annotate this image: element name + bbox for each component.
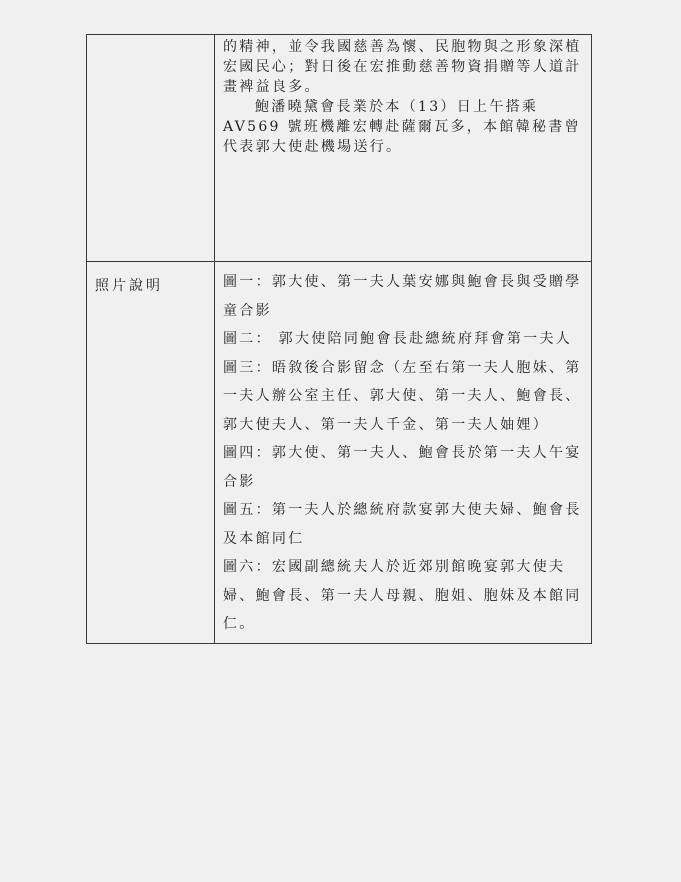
caption-figure-6: 圖六：宏國副總統夫人於近郊別館晚宴郭大使夫婦、鮑會長、第一夫人母親、胞姐、胞妹及本館同仁。 bbox=[223, 559, 582, 632]
caption-figure-1: 圖一：郭大使、第一夫人葉安娜與鮑會長與受贈學童合影 bbox=[223, 274, 582, 319]
caption-list bbox=[215, 262, 591, 643]
photo-label-cell bbox=[87, 262, 215, 644]
caption-figure-2: 圖二： 郭大使陪同鮑會長赴總統府拜會第一夫人 bbox=[223, 331, 573, 347]
caption-figure-5: 圖五：第一夫人於總統府款宴郭大使夫婦、鮑會長及本館同仁 bbox=[223, 502, 582, 547]
document-table bbox=[86, 34, 592, 644]
photo-section-label: 照片說明 bbox=[95, 278, 163, 294]
empty-label-cell bbox=[87, 35, 215, 262]
paragraph-departure: 鮑潘曉黛會長業於本（13）日上午搭乘 AV569 號班機離宏轉赴薩爾瓦多，本館韓秘書曾代表郭大使赴機場送行。 bbox=[223, 99, 581, 155]
table-row-continuation bbox=[87, 35, 592, 262]
caption-figure-4: 圖四：郭大使、第一夫人、鮑會長於第一夫人午宴合影 bbox=[223, 445, 582, 490]
photo-captions-cell bbox=[215, 262, 592, 644]
table-row-photo-captions bbox=[87, 262, 592, 644]
paragraph-charity-spirit: 的精神，並令我國慈善為懷、民胞物與之形象深植宏國民心；對日後在宏推動慈善物資捐贈等人道計畫裨益良多。 bbox=[223, 39, 582, 95]
caption-figure-3: 圖三：晤敘後合影留念（左至右第一夫人胞妹、第一夫人辦公室主任、郭大使、第一夫人、鮑會長、郭大使夫人、第一夫人千金、第一夫人妯娌） bbox=[223, 359, 582, 433]
continuation-content-cell bbox=[215, 35, 592, 262]
